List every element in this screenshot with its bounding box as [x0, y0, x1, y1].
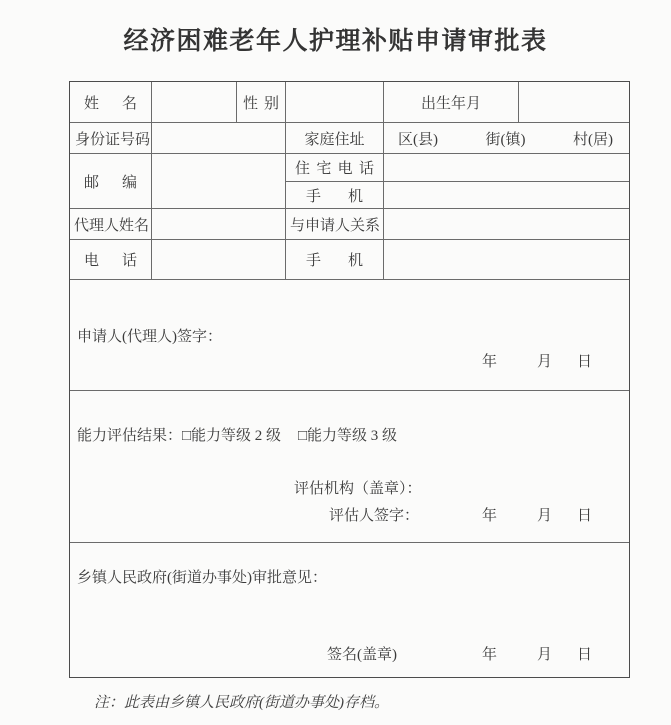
applicant-signature-label: 申请人(代理人)签字： — [77, 329, 222, 345]
phone-value-cell — [152, 240, 286, 280]
postcode-value-cell — [152, 154, 286, 209]
phone-label-cell — [70, 240, 152, 280]
agent-name-value-cell — [152, 209, 286, 240]
mobile-label: 手 机 — [306, 188, 363, 205]
year-label: 年 — [482, 508, 498, 524]
agent-name-label: 代理人姓名 — [74, 217, 150, 234]
home-phone-label-cell — [286, 154, 384, 182]
mobile-value-cell — [384, 182, 629, 209]
assessment-org-label: 评估机构（盖章）： — [294, 481, 422, 497]
name-label-cell — [70, 82, 152, 123]
postcode-label: 邮 编 — [84, 174, 137, 191]
home-phone-value-cell — [384, 154, 629, 182]
day-label: 日 — [577, 647, 593, 663]
approval-opinion-label: 乡镇人民政府(街道办事处)审批意见： — [77, 570, 327, 586]
postcode-label-cell — [70, 154, 152, 209]
phone-label: 电 话 — [84, 253, 137, 269]
year-label: 年 — [482, 354, 498, 370]
assessment-section — [70, 391, 629, 543]
address-label: 家庭住址 — [304, 131, 365, 148]
assessment-result-label: 能力评估结果： — [77, 428, 183, 444]
day-label: 日 — [577, 354, 593, 370]
month-label: 月 — [537, 508, 553, 524]
applicant-signature-section — [70, 280, 629, 391]
id-label: 身份证号码 — [75, 131, 151, 148]
assessor-signature-label: 评估人签字： — [329, 508, 420, 524]
id-label-cell — [70, 123, 152, 154]
approval-sign-label: 签名(盖章) — [327, 647, 397, 663]
application-form-table — [69, 81, 630, 678]
birth-label-cell — [384, 82, 519, 123]
mobile2-label: 手 机 — [306, 253, 363, 269]
home-phone-label: 住宅电话 — [295, 161, 374, 177]
month-label: 月 — [537, 647, 553, 663]
grade3-checkbox-option: □能力等级 3 级 — [298, 428, 398, 444]
mobile2-value-cell — [384, 240, 629, 280]
day-label: 日 — [577, 508, 593, 524]
birth-label: 出生年月 — [420, 95, 481, 112]
birth-value-cell — [519, 82, 629, 123]
mobile-label-cell — [286, 182, 384, 209]
address-district-label: 区(县) — [398, 131, 438, 148]
archive-note: 注：此表由乡镇人民政府(街道办事处)存档。 — [94, 695, 389, 711]
month-label: 月 — [537, 354, 553, 370]
mobile2-label-cell — [286, 240, 384, 280]
relation-label-cell — [286, 209, 384, 240]
form-title: 经济困难老年人护理补贴申请审批表 — [123, 28, 548, 55]
relation-value-cell — [384, 209, 629, 240]
agent-name-label-cell — [70, 209, 152, 240]
approval-section — [70, 543, 629, 677]
gender-value-cell — [286, 82, 384, 123]
address-village-label: 村(居) — [573, 131, 613, 148]
relation-label: 与申请人关系 — [290, 217, 381, 234]
id-value-cell — [152, 123, 286, 154]
name-label: 姓 名 — [84, 95, 137, 112]
year-label: 年 — [482, 647, 498, 663]
address-value-cell — [384, 123, 629, 154]
address-street-label: 街(镇) — [485, 131, 526, 148]
gender-label: 性别 — [243, 95, 279, 112]
gender-label-cell — [237, 82, 286, 123]
name-value-cell — [152, 82, 237, 123]
grade2-checkbox-option: □能力等级 2 级 — [182, 428, 282, 444]
address-label-cell — [286, 123, 384, 154]
